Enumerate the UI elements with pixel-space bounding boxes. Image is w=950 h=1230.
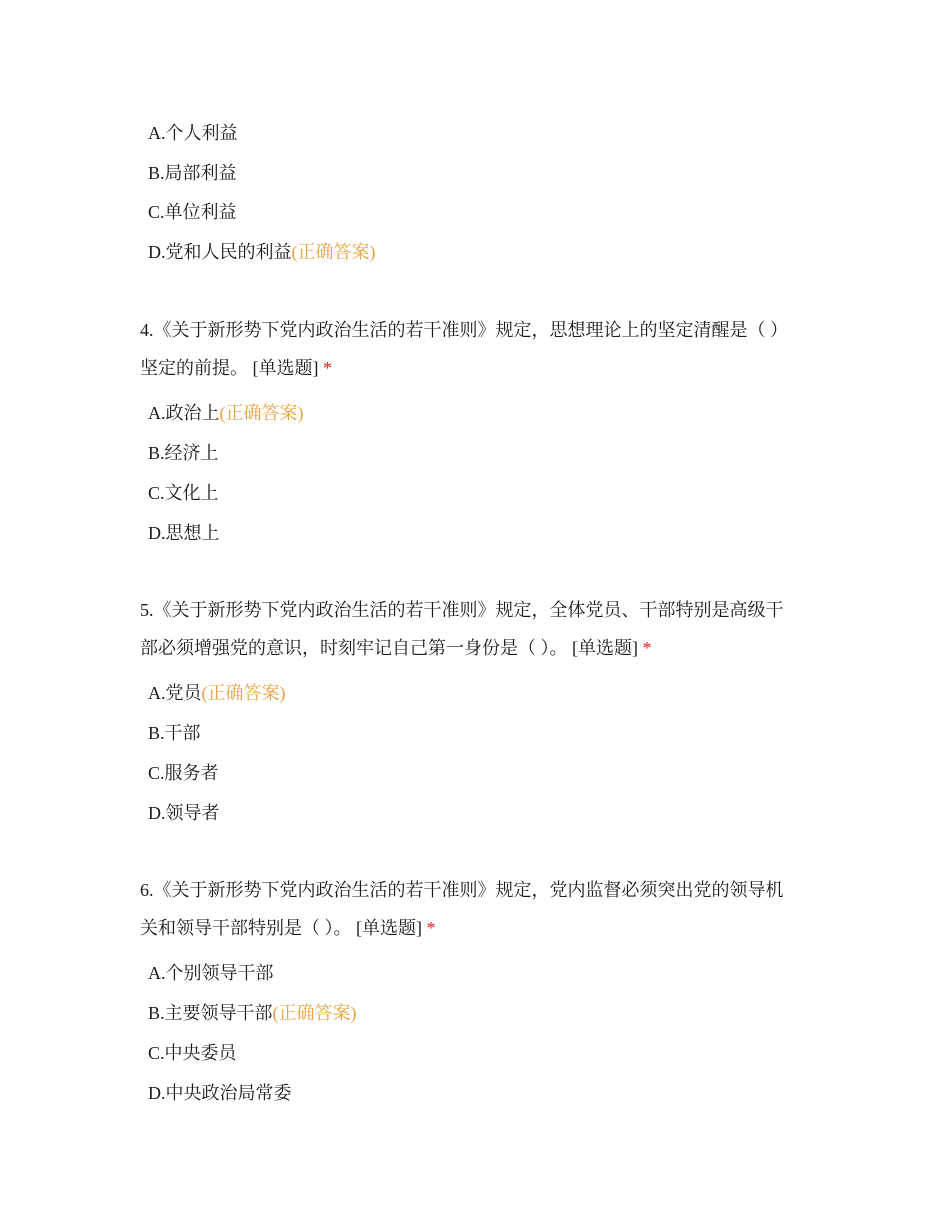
correct-answer-mark: (正确答案) <box>219 403 304 423</box>
question-title-line <box>140 636 652 660</box>
option-5d[interactable] <box>148 801 220 825</box>
question-type-label: [单选题] <box>572 638 638 658</box>
question-title-text: 坚定的前提。 <box>140 358 248 378</box>
option-text: D.领导者 <box>148 803 220 823</box>
option-5b[interactable] <box>148 721 201 745</box>
option-4d[interactable] <box>148 521 220 545</box>
option-3a[interactable] <box>148 121 238 145</box>
option-6a[interactable] <box>148 961 274 985</box>
question-title-text: 关和领导干部特别是（ ）。 <box>140 918 352 938</box>
option-text: A.党员 <box>148 683 202 703</box>
question-type-label: [单选题] <box>252 358 319 378</box>
option-text: C.文化上 <box>148 483 219 503</box>
option-4b[interactable] <box>148 441 219 465</box>
required-mark: * <box>323 358 332 378</box>
option-4a[interactable] <box>148 401 304 425</box>
option-text: B.局部利益 <box>148 163 237 183</box>
question-title-text: 部必须增强党的意识，时刻牢记自己第一身份是（ ）。 <box>140 638 568 658</box>
option-text: C.中央委员 <box>148 1043 237 1063</box>
option-6d[interactable] <box>148 1081 292 1105</box>
option-6c[interactable] <box>148 1041 237 1065</box>
option-3c[interactable] <box>148 200 237 224</box>
option-text: C.服务者 <box>148 763 219 783</box>
required-mark: * <box>426 918 436 938</box>
required-mark: * <box>642 638 652 658</box>
question-title-line: 4.《关于新形势下党内政治生活的若干准则》规定，思想理论上的坚定清醒是（ ） <box>140 320 788 340</box>
option-text: C.单位利益 <box>148 202 237 222</box>
option-text: B.干部 <box>148 723 201 743</box>
option-5a[interactable] <box>148 681 286 705</box>
correct-answer-mark: (正确答案) <box>272 1003 357 1023</box>
option-text: A.个别领导干部 <box>148 963 274 983</box>
option-text: D.中央政治局常委 <box>148 1083 292 1103</box>
question-title-line: 6.《关于新形势下党内政治生活的若干准则》规定，党内监督必须突出党的领导机 <box>140 880 784 900</box>
option-text: D.思想上 <box>148 523 220 543</box>
option-5c[interactable] <box>148 761 219 785</box>
option-text: D.党和人民的利益 <box>148 242 292 262</box>
option-3b[interactable] <box>148 161 237 185</box>
question-title-line <box>140 916 436 940</box>
option-text: A.个人利益 <box>148 123 238 143</box>
correct-answer-mark: (正确答案) <box>201 683 286 703</box>
correct-answer-mark: (正确答案) <box>291 242 376 262</box>
option-text: A.政治上 <box>148 403 220 423</box>
option-6b[interactable] <box>148 1001 357 1025</box>
option-text: B.主要领导干部 <box>148 1003 273 1023</box>
question-title-line <box>140 356 332 380</box>
option-text: B.经济上 <box>148 443 219 463</box>
option-4c[interactable] <box>148 481 219 505</box>
question-title-line: 5.《关于新形势下党内政治生活的若干准则》规定，全体党员、干部特别是高级干 <box>140 600 784 620</box>
option-3d[interactable] <box>148 240 376 264</box>
question-type-label: [单选题] <box>356 918 422 938</box>
